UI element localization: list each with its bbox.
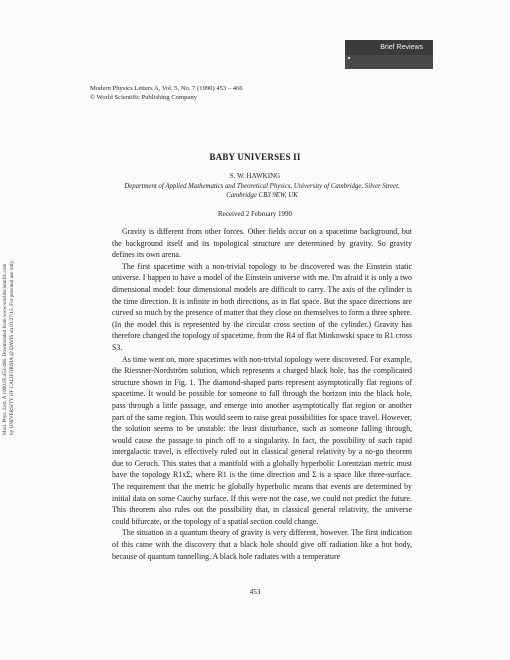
received-date: Received 2 February 1990 xyxy=(217,210,293,218)
page-number: 453 xyxy=(249,588,261,596)
body-paragraph: Gravity is different from other forces. Other fields occur on a spacetime background, but the background itself and its topological structure are determined by gravity. So gravity defines its own arena. xyxy=(112,227,412,260)
article-title: BABY UNIVERSES II xyxy=(209,152,301,162)
download-notice-line-1: Mod. Phys. Lett. A 1990.05:453-466. Downloaded from www.worldscientific.com xyxy=(2,263,8,435)
body-paragraph: As time went on, more spacetimes with non-trivial topology were discovered. For example, the Riessner-Nordström solution, which represents a charged black hole, has the complicated structure shown in Fig. 1. The diamond-shaped parts represent asymptotically flat regions of spacetime. It would be possible for someone to fall through the horizon into the black hole, pass through a little passage, and emerge into another asymptotically flat region or another part of the same region. This would seem to raise great possibilities for space travel. However, the solution seems to be unstable: the least disturbance, such as someone falling through, would cause the passage to pinch off to a singularity. In fact, the possibility of such rapid intergalactic travel, is effectively ruled out in classical general relativity by a no-go theorem due to Geroch. This states that a manifold with a globally hyperbolic Lorentzian metric must have the topology R1xΣ, where R1 is the time direction and Σ is a space like three-surface. The requirement that the metric be globally hyperbolic means that events are determined by initial data on some Cauchy surface. If this were not the case, we could not predict the future. This theorem also rules out the possibility that, in classical general relativity, the universe could bifurcate, or the topology of a spatial section could change. xyxy=(112,354,412,526)
author-affiliation xyxy=(112,182,412,200)
affiliation-line-1: Department of Applied Mathematics and Theoretical Physics, University of Cambridge, Silver Street, xyxy=(124,183,400,190)
body-paragraph: The situation in a quantum theory of gravity is very different, however. The first indication of this came with the discovery that a black hole should give off radiation like a hot body, because of quantum tunnelling. A black hole radiates with a temperature xyxy=(112,528,412,561)
section-badge-strip xyxy=(345,55,433,69)
download-notice xyxy=(2,180,20,435)
journal-publisher: © World Scientific Publishing Company xyxy=(90,94,197,101)
section-badge: Brief Reviews xyxy=(345,40,433,55)
article-author: S. W. HAWKING xyxy=(229,172,281,180)
affiliation-line-2: Cambridge CB3 9EW, UK xyxy=(226,192,298,199)
journal-citation: Modern Physics Letters A, Vol. 5, No. 7 (1990) 453 – 466 xyxy=(90,85,243,92)
download-notice-line-2: by UNIVERSITY OF CALIFORNIA @ DAVIS on 01/27/15. For personal use only. xyxy=(9,260,15,435)
article-body xyxy=(112,226,412,562)
body-paragraph: The first spacetime with a non-trivial topology to be discovered was the Einstein static universe. I happen to have a model of the Einstein universe with me. I'm afraid it is only a two dimensional model: four dimensional models are difficult to carry. The axis of the cylinder is the time direction. It is infinite in both directions, as in flat space. But the space directions are curved so much by the presence of matter that they close on themselves to form a three sphere. (In the model this is represented by the circular cross section of the cylinder.) Gravity has therefore changed the topology of spacetime, from the R4 of flat Minkowski space to R1 cross S3. xyxy=(112,261,412,352)
journal-header xyxy=(90,84,243,102)
badge-dot-icon xyxy=(348,57,350,59)
